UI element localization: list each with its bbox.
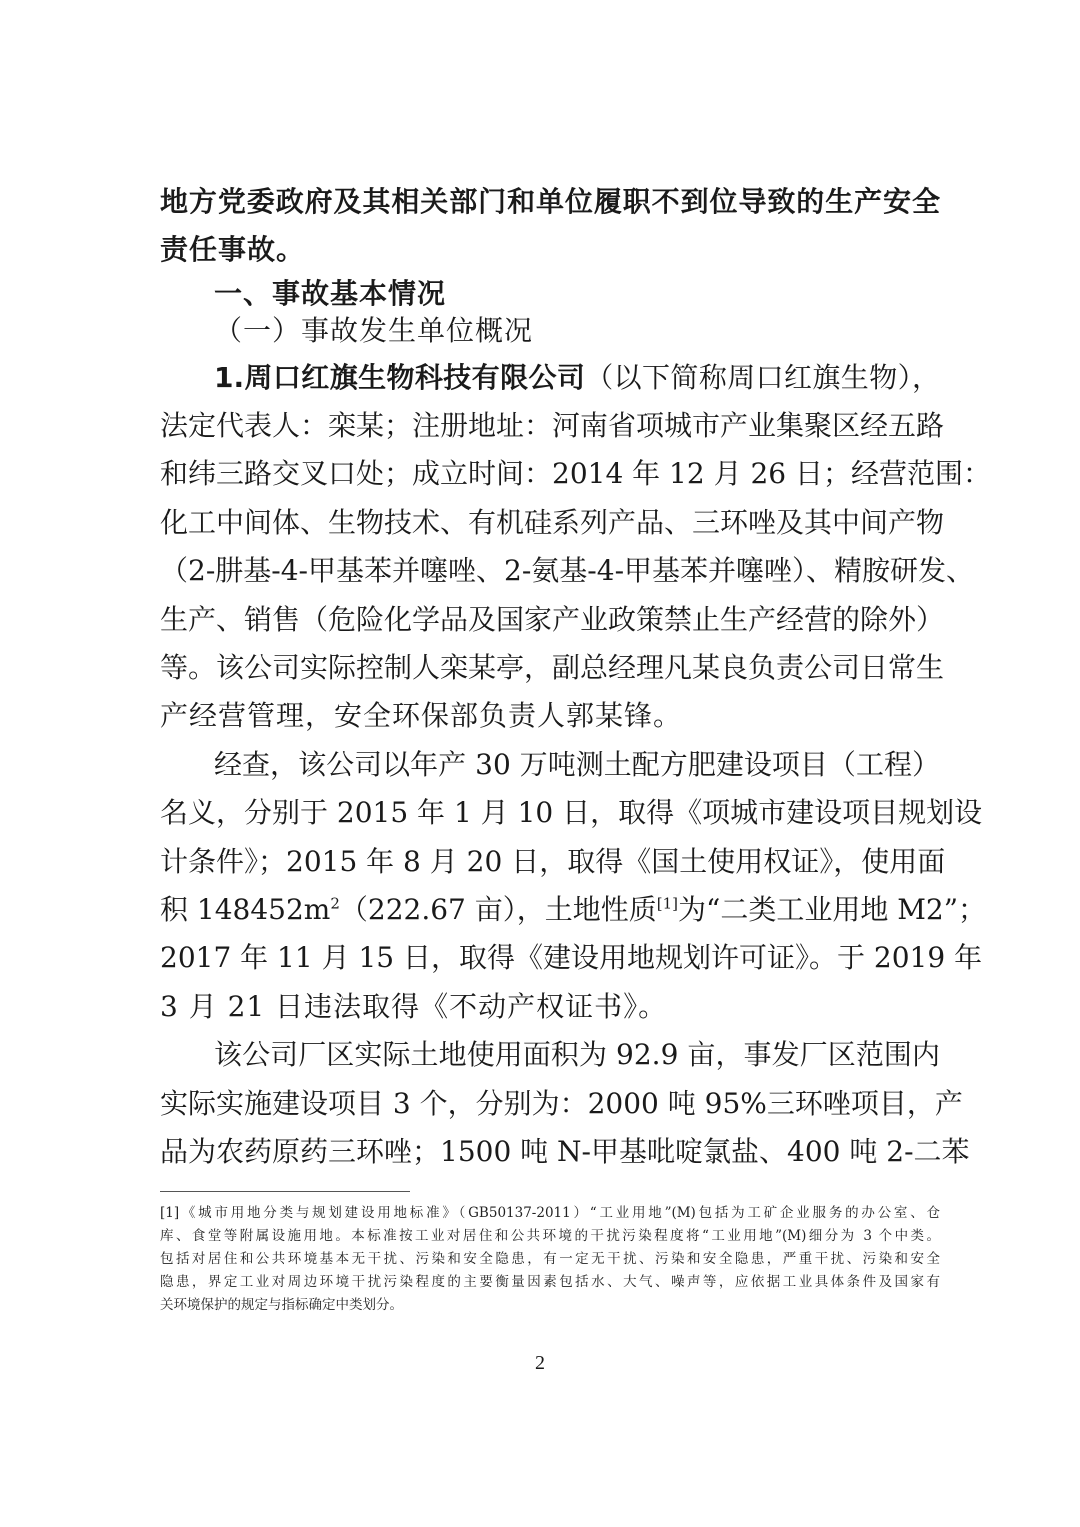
body-line-13: 经查，该公司以年产 30 万吨测土配方肥建设项目（工程） <box>214 748 940 781</box>
footnote-ref-marker: [1] <box>656 894 679 913</box>
page-number: 2 <box>535 1352 545 1374</box>
area-mu: （222.67 亩），土地性质 <box>339 893 657 926</box>
body-line-6: 法定代表人：栾某；注册地址：河南省项城市产业集聚区经五路 <box>160 409 945 442</box>
body-line-10: 生产、销售（危险化学品及国家产业政策禁止生产经营的除外） <box>160 603 945 636</box>
company-abbrev-note: （以下简称周口红旗生物）， <box>585 361 940 394</box>
company-name: 1.周口红旗生物科技有限公司 <box>214 361 586 394</box>
section-heading: 一、事故基本情况 <box>214 277 447 310</box>
body-line-8: 化工中间体、生物技术、有机硅系列产品、三环唑及其中间产物 <box>160 506 945 539</box>
land-nature: 为“二类工业用地 M2”； <box>678 893 987 926</box>
footnote-line-1: [1]《城市用地分类与规划建设用地标准》（GB50137-2011）“工业用地”(M)包括为工矿企业服务的办公室、仓 <box>160 1205 940 1221</box>
body-line-17: 2017 年 11 月 15 日，取得《建设用地规划许可证》。于 2019 年 <box>160 941 983 974</box>
body-line-7: 和纬三路交叉口处；成立时间：2014 年 12 月 26 日；经营范围： <box>160 457 992 490</box>
body-line-20: 实际实施建设项目 3 个，分别为：2000 吨 95%三环唑项目，产 <box>160 1087 963 1120</box>
company-paragraph-first-line <box>214 361 940 394</box>
footnote-line-5: 关环境保护的规定与指标确定中类划分。 <box>160 1297 403 1313</box>
area-value: 积 148452m <box>160 893 331 926</box>
body-line-1: 地方党委政府及其相关部门和单位履职不到位导致的生产安全 <box>160 185 940 218</box>
footnote-line-3: 包括对居住和公共环境基本无干扰、污染和安全隐患，有一定无干扰、污染和安全隐患，严重干扰、污染和安全 <box>160 1251 940 1267</box>
body-line-19: 该公司厂区实际土地使用面积为 92.9 亩，事发厂区范围内 <box>214 1038 940 1071</box>
body-line-15: 计条件》；2015 年 8 月 20 日，取得《国土使用权证》，使用面 <box>160 845 946 878</box>
footnote-line-2: 库、食堂等附属设施用地。本标准按工业对居住和公共环境的干扰污染程度将“工业用地”(M)细分为 3 个中类。 <box>160 1228 940 1244</box>
body-line-21: 品为农药原药三环唑；1500 吨 N-甲基吡啶氯盐、400 吨 2-二苯 <box>160 1135 970 1168</box>
body-line-12: 产经营管理，安全环保部负责人郭某锋。 <box>160 699 683 732</box>
body-line-14: 名义，分别于 2015 年 1 月 10 日，取得《项城市建设项目规划设 <box>160 796 983 829</box>
footnote-line-4: 隐患，界定工业对周边环境干扰污染程度的主要衡量因素包括水、大气、噪声等，应依据工业具体条件及国家有 <box>160 1274 940 1290</box>
body-line-9: （2-肼基-4-甲基苯并噻唑、2-氨基-4-甲基苯并噻唑）、精胺研发、 <box>160 554 975 587</box>
superscript-2: 2 <box>330 894 340 913</box>
footnote-divider <box>160 1191 410 1192</box>
subsection-heading: （一）事故发生单位概况 <box>214 314 534 347</box>
body-line-11: 等。该公司实际控制人栾某亭，副总经理凡某良负责公司日常生 <box>160 651 945 684</box>
body-line-2: 责任事故。 <box>160 233 306 266</box>
body-line-18: 3 月 21 日违法取得《不动产权证书》。 <box>160 990 668 1023</box>
body-line-16 <box>160 893 987 926</box>
